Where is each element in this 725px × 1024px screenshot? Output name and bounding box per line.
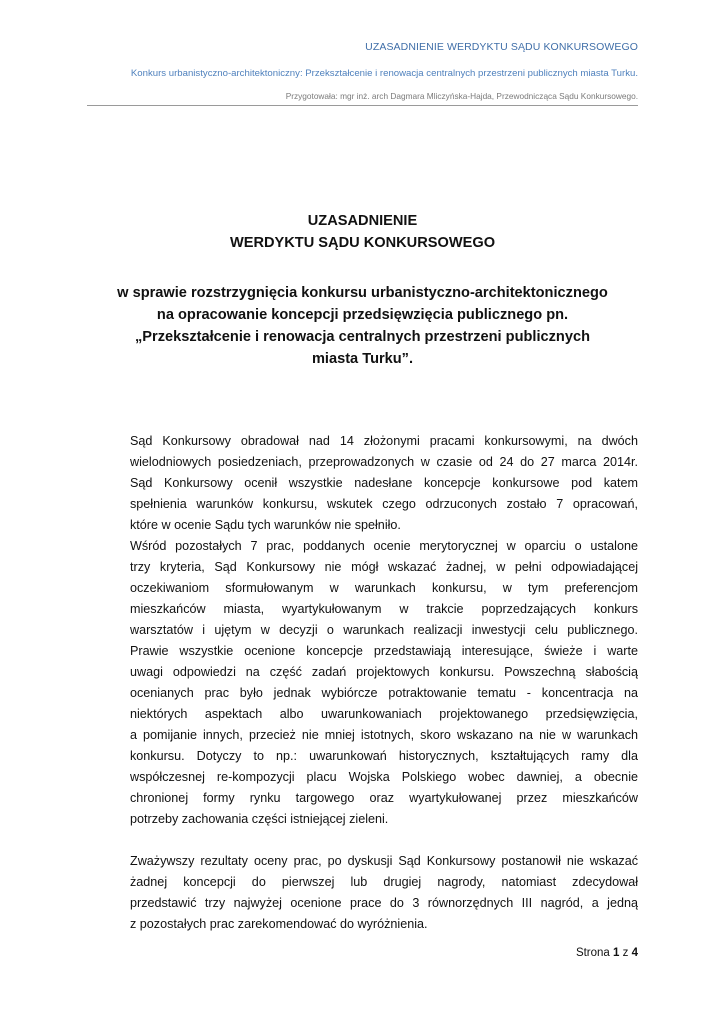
text-line: przedstawić trzy najwyżej ocenione prace do 3 równorzędnych III nagród, a jedną xyxy=(130,896,638,910)
text-line: niektórych aspektach albo uwarunkowaniach projektowanego przedsięwzięcia, xyxy=(130,707,638,721)
text-line: spełnienia warunków konkursu, wskutek czego odrzuconych zostało 7 opracowań, xyxy=(130,497,638,511)
title-line-2: WERDYKTU SĄDU KONKURSOWEGO xyxy=(229,235,496,251)
subtitle-line: „Przekształcenie i renowacja centralnych przestrzeni publicznych xyxy=(134,329,590,345)
subtitle-line: miasta Turku”. xyxy=(311,351,414,367)
text-line: a pomijanie innych, przecież nie mniej istotnych, skoro wskazano na nie w warunkach xyxy=(130,728,638,742)
title-line-1: UZASADNIENIE xyxy=(307,213,418,229)
page-current: 1 xyxy=(613,947,620,959)
document-subtitle xyxy=(87,282,638,370)
paragraph-2 xyxy=(130,851,638,935)
document-title xyxy=(87,210,638,254)
text-line: wielodniowych posiedzeniach, przeprowadzonych w czasie od 24 do 27 marca 2014r. xyxy=(130,455,638,469)
paragraph-gap xyxy=(130,830,638,851)
subtitle-line: na opracowanie koncepcji przedsięwzięcia publicznego pn. xyxy=(156,307,569,323)
text-line: z pozostałych prac zarekomendować do wyróżnienia. xyxy=(130,917,428,931)
header-document-title: UZASADNIENIE WERDYKTU SĄDU KONKURSOWEGO xyxy=(365,41,638,53)
page-total: 4 xyxy=(631,947,638,959)
header-author: Przygotowała: mgr inż. arch Dagmara Mliczyńska-Hajda, Przewodnicząca Sądu Konkursowego. xyxy=(285,91,638,101)
text-line: Wśród pozostałych 7 prac, poddanych ocenie merytorycznej w oparciu o ustalone xyxy=(130,539,638,553)
text-line: żadnej koncepcji do pierwszej lub drugiej nagrody, natomiast zdecydował xyxy=(130,875,638,889)
text-line: współczesnej re-kompozycji placu Wojska Polskiego wobec dawniej, a obecnie xyxy=(130,770,638,784)
text-line: potrzeby zachowania części istniejącej zieleni. xyxy=(130,812,389,826)
text-line: mieszkańców miasta, wyartykułowanym w trakcie poprzedzających konkurs xyxy=(130,602,638,616)
page-number xyxy=(576,947,638,959)
page-label: Strona xyxy=(575,947,610,959)
body-text xyxy=(130,431,638,935)
page-separator: z xyxy=(622,947,629,959)
text-line: ocenianych prac było jednak wybiórcze potraktowanie tematu - koncentracja na xyxy=(130,686,638,700)
text-line: trzy kryteria, Sąd Konkursowy nie mógł wskazać żadnej, w pełni odpowiadającej xyxy=(130,560,638,574)
text-line: chronionej formy rynku targowego oraz wyartykułowanej przez mieszkańców xyxy=(130,791,638,805)
subtitle-line: w sprawie rozstrzygnięcia konkursu urbanistyczno-architektonicznego xyxy=(117,285,608,301)
text-line: Prawie wszystkie ocenione koncepcje przedstawiają interesujące, świeże i warte xyxy=(130,644,638,658)
text-line: które w ocenie Sądu tych warunków nie spełniło. xyxy=(130,518,401,532)
text-line: konkursu. Dotyczy to np.: uwarunkowań historycznych, kształtujących ramy dla xyxy=(130,749,638,763)
header-divider xyxy=(87,105,638,106)
text-line: uwagi odpowiedzi na część zadań projektowych konkursu. Powszechną słabością xyxy=(130,665,638,679)
text-line: Sąd Konkursowy ocenił wszystkie nadesłane koncepcje konkursowe pod katem xyxy=(130,476,638,490)
paragraph-1 xyxy=(130,431,638,830)
text-line: oczekiwaniom sformułowanym w warunkach konkursu, w tym preferencjom xyxy=(130,581,638,595)
header-competition-name: Konkurs urbanistyczno-architektoniczny: Przekształcenie i renowacja centralnych przestrzeni publicznych miasta Turku. xyxy=(130,68,638,79)
text-line: warsztatów i ujętym w decyzji o warunkach realizacji inwestycji celu publicznego. xyxy=(130,623,638,637)
text-line: Zważywszy rezultaty oceny prac, po dyskusji Sąd Konkursowy postanowił nie wskazać xyxy=(130,854,638,868)
text-line: Sąd Konkursowy obradował nad 14 złożonymi pracami konkursowymi, na dwóch xyxy=(130,434,638,448)
